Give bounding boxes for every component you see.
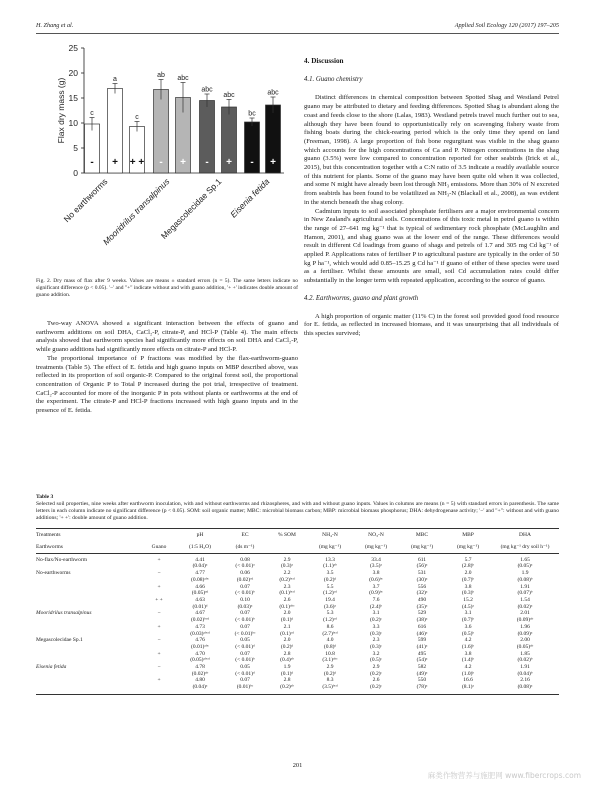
paragraph-guano-chemistry: Distinct differences in chemical composition between Spotted Shag and Westland Petrel guano may be attributed to dietary and feeding differences. Spotted Shag is abundant along the coast and feeds close to the shore (Lalas, 1983). Westland petrels travel much further out to sea, although they have been found to opportunistically rely on scavenging fishery waste from fishing boats during the chick-rearing period which is the only time they spend on land (Freeman, 1998). A large proportion of fish bone regurgitant was visible in the shag guano which accounts for the high concentrations of Ca and P. Nitrogen concentrations in the shag guano (3.5%) were low compared to concentration reported for other seabirds (Irick et al., 2015), but this concentration together with a C:N ratio of 3.5 indicate a readily available source of this nutrient for plants. Some of the guano may have been quite old when it was collected, and some N might have already been lost through NH₃ emissions. More than 30% of N excreted from seabirds has been found to be volatilized as NH₃-N (Blackall et al., 2008), as was evident in the stench beneath the shag colony. bbox=[304, 94, 559, 206]
row-earthworm-label bbox=[36, 584, 141, 591]
table-error-cell: (0.07)ᵇ bbox=[517, 590, 533, 597]
significance-letter: abc bbox=[177, 75, 189, 82]
table-error-cell: (46)ᵃ bbox=[416, 630, 428, 637]
table-units-row bbox=[36, 539, 559, 553]
table-value-cell: 4.76 bbox=[195, 637, 205, 644]
table-cell: (mg kg⁻¹) bbox=[307, 539, 353, 553]
table-value-cell: 556 bbox=[417, 583, 427, 590]
subsection-heading-earthworms: 4.2. Earthworms, guano and plant growth bbox=[304, 294, 419, 302]
table-row bbox=[36, 584, 559, 591]
table-value-cell: 2.01 bbox=[520, 610, 530, 617]
row-guano-label: − bbox=[157, 610, 161, 617]
table-cell: (mg kg⁻¹) bbox=[353, 539, 399, 553]
table-value-cell: 495 bbox=[417, 650, 427, 657]
y-tick-label: 25 bbox=[68, 43, 78, 53]
table-value-cell: 2.0 bbox=[464, 570, 472, 577]
row-earthworm-label bbox=[36, 651, 141, 658]
table-value-cell: 490 bbox=[417, 597, 427, 603]
table-value-cell: 0.05 bbox=[240, 664, 250, 671]
table-error-cell: (0.02)ᵃ bbox=[517, 603, 533, 610]
row-earthworm-label: No-flax/No-earthworm bbox=[36, 556, 88, 563]
table-error-cell: (1.1)ᵃᵇ bbox=[323, 563, 337, 570]
table-value-cell: 16.6 bbox=[463, 677, 473, 684]
table-row bbox=[36, 610, 559, 617]
table-value-cell: 2.0 bbox=[283, 610, 291, 617]
table-value-cell: 3.8 bbox=[464, 583, 472, 590]
table-error-cell: (3.5)ᵇᶜᵈ bbox=[322, 684, 338, 691]
guano-marker: - bbox=[250, 157, 254, 168]
table-error-cell: (3.6)ᵃ bbox=[323, 603, 337, 610]
table-error-cell: (0.02)ᵇᶜᵈ bbox=[190, 617, 210, 624]
table-value-cell: 611 bbox=[417, 556, 427, 563]
table-error-cell: (0.03)ᵃ bbox=[237, 603, 253, 610]
table-error-cell: (0.02)ᵇ bbox=[517, 657, 533, 664]
guano-marker: + + bbox=[129, 157, 145, 168]
table-error-cell: (0.2)ᵇᶜᵈ bbox=[279, 576, 295, 583]
table-3-block bbox=[36, 494, 559, 695]
table-value-cell: 2.9 bbox=[326, 664, 334, 671]
table-error-row bbox=[36, 563, 559, 570]
table-error-cell: (0.5)ᵇ bbox=[461, 630, 475, 637]
table-error-cell: (2.8)ᵇ bbox=[461, 563, 475, 570]
row-earthworm-label bbox=[36, 624, 141, 631]
row-guano-label: − bbox=[157, 570, 161, 577]
table-error-cell: (0.4)ᵃᵇ bbox=[280, 657, 294, 664]
table-error-cell: (54)ᵃ bbox=[416, 657, 428, 664]
table-error-cell: (0.2)ᵃᵇ bbox=[280, 684, 294, 691]
table-error-cell: (0.08)ᵇ bbox=[517, 576, 533, 583]
table-cell: (ds m⁻¹) bbox=[223, 539, 267, 553]
table-error-cell: (0.9)ᵇᶜ bbox=[369, 590, 383, 597]
table-error-cell: (0.08)ᵃᵇᶜ bbox=[191, 576, 209, 583]
table-value-cell: 4.2 bbox=[464, 664, 472, 671]
significance-letter: abc bbox=[267, 89, 279, 97]
y-tick-label: 20 bbox=[68, 68, 78, 78]
header-rule bbox=[36, 33, 559, 34]
significance-letter: a bbox=[113, 76, 117, 83]
row-earthworm-label: Mooridrilus transalpinus bbox=[36, 610, 92, 617]
significance-letter: abc bbox=[223, 92, 235, 99]
table-value-cell: 2.6 bbox=[283, 597, 291, 603]
table-top-rule bbox=[36, 528, 559, 529]
guano-marker: + bbox=[112, 157, 118, 168]
table-error-cell: (0.5)ᶜ bbox=[370, 657, 382, 664]
table-row bbox=[36, 651, 559, 658]
guano-marker: - bbox=[205, 157, 209, 168]
table-value-cell: 4.77 bbox=[195, 570, 205, 577]
table-value-cell: 10.8 bbox=[325, 650, 335, 657]
table-error-cell: (0.7)ᵇ bbox=[461, 576, 475, 583]
table-value-cell: 15.2 bbox=[463, 597, 473, 603]
table-row bbox=[36, 624, 559, 631]
table-value-cell: 0.07 bbox=[240, 677, 250, 684]
table-error-cell: (< 0.01)ᵇ bbox=[235, 590, 255, 597]
table-value-cell: 616 bbox=[417, 623, 427, 630]
row-earthworm-label: Eisenia fetida bbox=[36, 664, 67, 671]
category-label: Mooridrilus transalpinus bbox=[100, 176, 172, 247]
table-cell bbox=[141, 532, 177, 539]
table-error-cell: (0.04)ᵃ bbox=[192, 684, 208, 691]
table-value-cell: 2.9 bbox=[283, 556, 291, 563]
significance-letter: ab bbox=[157, 72, 165, 79]
table-error-cell: (0.8)ᵈ bbox=[323, 643, 337, 650]
table-bottom-rule bbox=[36, 694, 559, 695]
table-cell: (mg kg⁻¹) bbox=[399, 539, 445, 553]
table-error-cell: (0.05)ᵃᵇ bbox=[516, 643, 534, 650]
table-value-cell: 4.0 bbox=[326, 637, 334, 644]
table-value-cell: 8.6 bbox=[326, 623, 334, 630]
table-error-cell: (35)ᵃ bbox=[416, 603, 428, 610]
table-row bbox=[36, 637, 559, 644]
table-value-cell: 0.07 bbox=[240, 623, 250, 630]
table-error-cell: (0.05)ᵃᵈ bbox=[191, 590, 209, 597]
row-guano-label: − bbox=[157, 637, 161, 644]
table-title: Table 3 bbox=[36, 494, 54, 500]
table-value-cell: 2.00 bbox=[520, 637, 530, 644]
table-error-cell: (0.3)ᵃ bbox=[280, 563, 294, 570]
table-value-cell: 4.73 bbox=[195, 623, 205, 630]
watermark-text: 麻类作物营养与施肥网 www.fibercrops.com bbox=[427, 771, 581, 780]
figure-caption: Fig. 2. Dry mass of flax after 9 weeks. Values are means ± standard errors (n = 5). The same letters indicate no significant difference (p < 0.05). '−' and "+" indicate without and with guano addition, '+ +' indicates double amount of guano addition. bbox=[36, 278, 298, 298]
table-error-cell: (0.05)ᵃ bbox=[517, 563, 533, 570]
table-value-cell: 0.06 bbox=[240, 570, 250, 577]
table-error-cell: (2.4)ᵇ bbox=[369, 603, 383, 610]
guano-marker: + bbox=[270, 157, 276, 168]
table-value-cell: 0.05 bbox=[240, 637, 250, 644]
table-error-cell: (0.1)ᵈ bbox=[280, 617, 294, 624]
paragraph-anova: Two-way ANOVA showed a significant interaction between the effects of guano and earthworm additions on soil DHA, CaCl₂-P, citrate-P, and HCl-P (Table 4). The main effects analysis showed that earthworm species had significantly more effects on soil DHA and CaCl₂-P, while guano additions had significantly more effects on citrate-P and HCl-P. bbox=[36, 320, 298, 354]
table-cell: EC bbox=[241, 532, 249, 539]
table-error-cell: (0.2)ᵈ bbox=[323, 576, 337, 583]
table-error-row bbox=[36, 671, 559, 678]
table-value-cell: 2.9 bbox=[372, 664, 380, 671]
table-value-cell: 4.70 bbox=[195, 650, 205, 657]
row-guano-label: + bbox=[157, 650, 161, 657]
table-value-cell: 3.1 bbox=[372, 610, 380, 617]
table-value-cell: 3.7 bbox=[372, 583, 380, 590]
table-caption: Selected soil properties, nine weeks after earthworm inoculation, with and without earthworms and rhizospheres, and with and without guano inputs. Values in columns are means (n = 5) with standard errors in parenthesis. The same letters in each column indicate no significant difference (p < 0.05). SOM: soil organic matter; MBC: microbial biomass carbon; MBP: microbial biomass phosphorus; DHA: dehydrogenase activity; '−' and "+": without and with guano additions; '+ +': double amount of guano addition. bbox=[36, 501, 559, 522]
y-axis-title: Flax dry mass (g) bbox=[56, 77, 66, 144]
table-error-cell: (0.04)ᵃ bbox=[192, 563, 208, 570]
table-error-cell: (< 0.01)ᵇᶜ bbox=[234, 630, 256, 637]
table-error-cell: (0.2)ᶜ bbox=[370, 617, 382, 624]
table-value-cell: 3.3 bbox=[372, 623, 380, 630]
guano-marker: - bbox=[90, 157, 94, 168]
table-error-cell: (56)ᵃ bbox=[416, 563, 428, 570]
table-cell: (1:5 H₂O) bbox=[177, 539, 223, 553]
table-value-cell: 531 bbox=[417, 570, 427, 577]
row-earthworm-label: Megascolecidae Sp.1 bbox=[36, 637, 83, 644]
row-guano-label: + bbox=[157, 556, 161, 563]
table-error-cell: (78)ᵃ bbox=[416, 684, 428, 691]
section-heading-discussion: 4. Discussion bbox=[304, 57, 344, 65]
table-value-cell: 3.1 bbox=[464, 610, 472, 617]
table-error-row bbox=[36, 617, 559, 624]
table-value-cell: 8.3 bbox=[326, 677, 334, 684]
subsection-heading-guano-chemistry: 4.1. Guano chemistry bbox=[304, 75, 363, 83]
table-value-cell: 3.8 bbox=[464, 650, 472, 657]
paragraph-earthworms: A high proportion of organic matter (11% C) in the forest soil provided good food resource for E. fetida, as reflected in increased biomass, and it was unsurprising that all individuals of this species survived; bbox=[304, 312, 559, 337]
row-guano-label: + bbox=[157, 677, 161, 684]
table-error-row bbox=[36, 631, 559, 638]
table-error-cell: (0.1)ᶜᵈ bbox=[280, 630, 294, 637]
table-error-cell: (0.04)ᵇ bbox=[517, 670, 533, 677]
significance-letter: abc bbox=[201, 86, 213, 94]
significance-letter: c bbox=[90, 110, 94, 117]
table-value-cell: 33.4 bbox=[371, 556, 381, 563]
table-cell: (mg kg⁻¹ dry soil h⁻¹) bbox=[491, 539, 559, 553]
table-error-cell: (1.2)ᶜᵈ bbox=[323, 617, 337, 624]
guano-marker: - bbox=[159, 157, 163, 168]
table-value-cell: 1.91 bbox=[520, 664, 530, 671]
table-error-row bbox=[36, 644, 559, 651]
table-cell: % SOM bbox=[278, 532, 296, 539]
table-value-cell: 4.2 bbox=[464, 637, 472, 644]
significance-letter: bc bbox=[248, 110, 256, 118]
row-earthworm-label bbox=[36, 597, 141, 604]
y-tick-label: 10 bbox=[68, 118, 78, 128]
table-header-row bbox=[36, 532, 559, 539]
table-error-cell: (1.6)ᵇ bbox=[461, 643, 475, 650]
table-cell: (mg kg⁻¹) bbox=[445, 539, 491, 553]
category-label: No earthworms bbox=[61, 176, 110, 225]
table-row bbox=[36, 597, 559, 604]
table-error-cell: (0.6)ᵇᶜ bbox=[369, 576, 383, 583]
table-value-cell: 4.41 bbox=[195, 556, 205, 563]
table-cell: MBP bbox=[462, 532, 474, 539]
table-error-cell: (0.2)ᵈ bbox=[280, 643, 294, 650]
running-header-left: H. Zhang et al. bbox=[36, 22, 74, 29]
table-error-cell: (< 0.01)ᵇ bbox=[235, 617, 255, 624]
table-error-cell: (0.2)ᶜ bbox=[370, 684, 382, 691]
table-error-cell: (0.1)ᵈ bbox=[280, 670, 294, 677]
table-value-cell: 0.07 bbox=[240, 650, 250, 657]
table-value-cell: 0.08 bbox=[240, 556, 250, 563]
table-value-cell: 4.78 bbox=[195, 664, 205, 671]
significance-letter: c bbox=[135, 114, 139, 121]
table-value-cell: 5.7 bbox=[464, 556, 472, 563]
guano-marker: + bbox=[226, 157, 232, 168]
table-error-row bbox=[36, 684, 559, 691]
table-error-row bbox=[36, 657, 559, 664]
table-value-cell: 1.85 bbox=[520, 650, 530, 657]
table-value-cell: 4.67 bbox=[195, 610, 205, 617]
table-value-cell: 599 bbox=[417, 637, 427, 644]
table-value-cell: 3.2 bbox=[372, 650, 380, 657]
category-label: Megascolecidae Sp.1 bbox=[158, 176, 224, 241]
paragraph-p-fractions: The proportional importance of P fractions was modified by the flax-earthworm-guano treatments (Table 5). The effect of E. fetida and high guano inputs on MBP described above, was reflected in its proportion of soil organic-P. Compared to the original forest soil, the proportional concentration of Organic P to Total P increased during the pot trial, irrespective of treatment. CaCl₂-P accounted for more of the inorganic P in pots without plants or earthworms at the end of the experiment. The citrate-P and HCl-P fractions increased with high guano inputs and in the presence of E. fetida. bbox=[36, 354, 298, 415]
table-value-cell: 4.66 bbox=[195, 583, 205, 590]
table-cell: DHA bbox=[519, 532, 531, 539]
table-value-cell: 2.1 bbox=[283, 623, 291, 630]
table-error-cell: (38)ᵃ bbox=[416, 617, 428, 624]
row-guano-label: + bbox=[157, 623, 161, 630]
row-guano-label: − bbox=[157, 664, 161, 671]
table-value-cell: 5.5 bbox=[326, 583, 334, 590]
table-error-cell: (2.7)ᵇᶜᵈ bbox=[322, 630, 338, 637]
y-tick-label: 0 bbox=[73, 168, 78, 178]
row-guano-label: + bbox=[157, 583, 161, 590]
table-error-cell: (0.01)ᵈ bbox=[192, 603, 208, 610]
right-column-body bbox=[304, 57, 559, 339]
table-cell: Earthworms bbox=[36, 539, 141, 553]
table-value-cell: 550 bbox=[417, 677, 427, 684]
table-value-cell: 582 bbox=[417, 664, 427, 671]
table-error-cell: (1.2)ᶜᵈ bbox=[323, 590, 337, 597]
table-cell: NO₃-N bbox=[368, 532, 384, 539]
table-error-cell: (1.0)ᵇ bbox=[461, 670, 475, 677]
table-error-cell: (< 0.01)ᵇ bbox=[235, 657, 255, 664]
table-error-cell: (41)ᵃ bbox=[416, 643, 428, 650]
table-error-row bbox=[36, 577, 559, 584]
page-number: 201 bbox=[292, 762, 303, 769]
table-value-cell: 2.6 bbox=[372, 677, 380, 684]
table-value-cell: 7.6 bbox=[372, 597, 380, 603]
table-value-cell: 3.8 bbox=[372, 570, 380, 577]
table-error-cell: (32)ᵃ bbox=[416, 590, 428, 597]
table-value-cell: 1.9 bbox=[283, 664, 291, 671]
table-value-cell: 3.5 bbox=[326, 570, 334, 577]
table-error-cell: (0.02)ᶜᵈ bbox=[236, 576, 254, 583]
table-error-cell: (0.09)ᵃ bbox=[517, 630, 533, 637]
table-value-cell: 0.10 bbox=[240, 597, 250, 603]
table-cell: Treatments bbox=[36, 532, 61, 539]
category-label: Eisenia fetida bbox=[228, 176, 272, 220]
table-value-cell: 529 bbox=[417, 610, 427, 617]
table-value-cell: 2.0 bbox=[283, 637, 291, 644]
table-error-cell: (0.08)ᵃ bbox=[517, 684, 533, 691]
table-error-cell: (0.7)ᵇ bbox=[461, 617, 475, 624]
flax-dry-mass-chart bbox=[36, 38, 298, 270]
table-error-cell: (0.1)ᵃᵇᶜ bbox=[279, 603, 295, 610]
table-error-cell: (3.1)ᵃᵇᶜ bbox=[322, 657, 338, 664]
left-column-body bbox=[36, 320, 298, 416]
paragraph-cadmium: Cadmium inputs to soil associated phosphate fertilisers are a major environmental concern in New Zealand's agricultural soils. Concentrations of this toxic metal in petrel guano is within the range of 27–641 mg kg⁻¹ that is typical of sedimentary rock phosphate (McLaughlin and Hamon, 2001), and shag guano was at the lower end of the range. These differences would result in different Cd loadings from guano of shags and petrels of 1.7 and 305 mg Cd kg⁻¹ of applied P. Applications rates of fertiliser P to agricultural pasture are typically in the order of 50 kg P ha⁻¹, which would add 0.85–15.25 g Cd ha⁻¹ if guano of either of these species were used as a fertiliser. Whilst these amounts are small, soil Cd accumulation rates could differ substantially in the longer term with repeated application, according to the source of guano. bbox=[304, 207, 559, 285]
row-guano-label: + + bbox=[155, 597, 163, 603]
table-row bbox=[36, 570, 559, 577]
y-tick-label: 15 bbox=[68, 93, 78, 103]
table-row bbox=[36, 553, 559, 563]
table-error-cell: (0.2)ᶜ bbox=[370, 670, 382, 677]
table-error-cell: (1.4)ᵇ bbox=[461, 657, 475, 664]
table-cell bbox=[267, 539, 307, 553]
table-cell: Guano bbox=[141, 539, 177, 553]
row-earthworm-label: No-earthworms bbox=[36, 570, 71, 577]
table-error-cell: (0.3)ᵇ bbox=[461, 590, 475, 597]
guano-marker: + bbox=[180, 157, 186, 168]
table-cell: pH bbox=[196, 532, 204, 539]
table-value-cell: 3.6 bbox=[464, 623, 472, 630]
table-value-cell: 1.91 bbox=[520, 583, 530, 590]
table-row bbox=[36, 677, 559, 684]
table-error-cell: (0.2)ᵈ bbox=[323, 670, 337, 677]
y-tick-label: 5 bbox=[73, 143, 78, 153]
table-error-cell: (0.3)ᶜ bbox=[370, 643, 382, 650]
table-value-cell: 2.8 bbox=[283, 650, 291, 657]
table-value-cell: 4.63 bbox=[195, 597, 205, 603]
table-cell: MBC bbox=[415, 532, 429, 539]
table-value-cell: 2.3 bbox=[283, 583, 291, 590]
table-value-cell: 19.4 bbox=[325, 597, 335, 603]
table-error-cell: (30)ᵃ bbox=[416, 576, 428, 583]
table-error-cell: (0.01)ᵇᶜ bbox=[236, 684, 254, 691]
table-value-cell: 2.16 bbox=[520, 677, 530, 684]
table-value-cell: 1.65 bbox=[520, 556, 530, 563]
table-error-cell: (< 0.01)ᵃ bbox=[235, 563, 255, 570]
running-header-right: Applied Soil Ecology 120 (2017) 197–205 bbox=[454, 22, 559, 29]
table-value-cell: 2.3 bbox=[372, 637, 380, 644]
table-value-cell: 2.2 bbox=[283, 570, 291, 577]
row-earthworm-label bbox=[36, 677, 141, 684]
table-value-cell: 13.3 bbox=[325, 556, 335, 563]
table-value-cell: 1.9 bbox=[521, 570, 529, 577]
table-value-cell: 0.07 bbox=[240, 583, 250, 590]
table-value-cell: 0.07 bbox=[240, 610, 250, 617]
table-error-cell: (0.05)ᵃᵇᶜᵈ bbox=[190, 657, 210, 664]
table-value-cell: 2.8 bbox=[283, 677, 291, 684]
table-cell: NH₄-N bbox=[322, 532, 338, 539]
table-error-cell: (8.1)ᵃ bbox=[461, 684, 475, 691]
table-error-cell: (49)ᵃ bbox=[416, 670, 428, 677]
table-error-cell: (0.3)ᶜ bbox=[370, 630, 382, 637]
table-error-cell: (0.09)ᵃᵇ bbox=[516, 617, 534, 624]
table-error-cell: (< 0.01)ᵈ bbox=[235, 643, 255, 650]
table-error-cell: (0.1)ᵇᶜᵈ bbox=[279, 590, 295, 597]
table-value-cell: 4.80 bbox=[195, 677, 205, 684]
table-error-row bbox=[36, 604, 559, 611]
soil-properties-table bbox=[36, 532, 559, 690]
table-error-cell: (< 0.01)ᵈ bbox=[235, 670, 255, 677]
table-value-cell: 1.54 bbox=[520, 597, 530, 603]
table-error-cell: (0.01)ᵃᵇᶜ bbox=[191, 643, 209, 650]
table-value-cell: 5.3 bbox=[326, 610, 334, 617]
table-error-cell: (4.5)ᵃ bbox=[461, 603, 475, 610]
table-error-cell: (0.03)ᵃᵇᶜᵈ bbox=[190, 630, 210, 637]
table-row bbox=[36, 664, 559, 671]
table-error-cell: (0.02)ᵃᵇ bbox=[191, 670, 209, 677]
table-value-cell: 1.96 bbox=[520, 623, 530, 630]
table-error-row bbox=[36, 590, 559, 597]
table-error-cell: (3.5)ᵃ bbox=[369, 563, 383, 570]
